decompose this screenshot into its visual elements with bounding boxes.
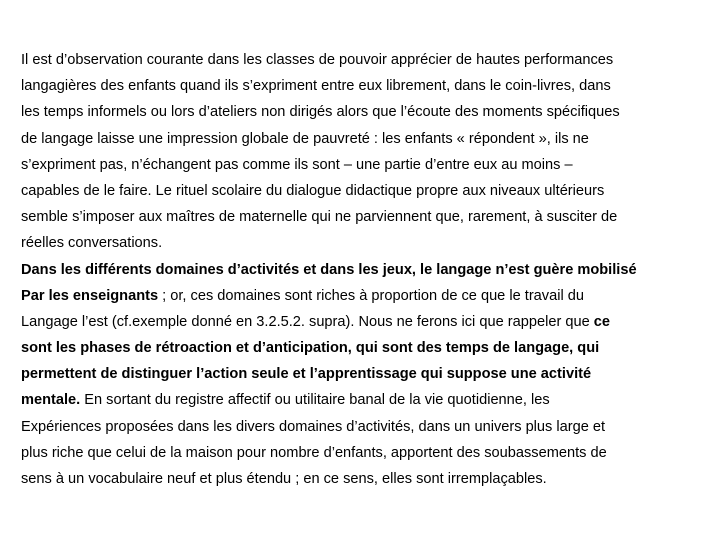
text-segment: langagières des enfants quand ils s’expriment entre eux librement, dans le coin-livres, dans xyxy=(21,78,611,95)
bold-text-segment: ce xyxy=(593,313,610,330)
text-line xyxy=(21,47,707,73)
text-segment: Il est d’observation courante dans les classes de pouvoir apprécier de hautes performances xyxy=(21,52,614,68)
text-segment: de langage laisse une impression globale de pauvreté : les enfants « répondent », ils ne xyxy=(21,130,589,147)
bold-text-segment: permettent de distinguer l’action seule et l’apprentissage qui suppose une activité xyxy=(21,366,592,383)
bold-text-segment: sont les phases de rétroaction et d’anticipation, qui sont des temps de langage, qui xyxy=(21,340,600,357)
text-segment: s’expriment pas, n’échangent pas comme ils sont – une partie d’entre eux au moins – xyxy=(21,156,573,173)
text-line xyxy=(21,361,707,387)
text-segment: plus riche que celui de la maison pour nombre d’enfants, apportent des soubassements de xyxy=(21,444,607,461)
text-segment: Langage l’est (cf.exemple donné en 3.2.5.2. supra). Nous ne ferons ici que rappeler que xyxy=(21,313,594,330)
text-line xyxy=(21,466,707,492)
text-line xyxy=(21,73,707,99)
text-line xyxy=(21,178,707,204)
text-segment: capables de le faire. Le rituel scolaire du dialogue didactique propre aux niveaux ultérieurs xyxy=(21,182,605,199)
text-line xyxy=(21,152,707,178)
body-text xyxy=(21,47,707,492)
text-segment: sens à un vocabulaire neuf et plus étendu ; en ce sens, elles sont irremplaçables. xyxy=(21,471,547,487)
bold-text-segment: Dans les différents domaines d’activités et dans les jeux, le langage n’est guère mobilisé xyxy=(21,261,637,278)
text-segment: les temps informels ou lors d’ateliers non dirigés alors que l’écoute des moments spécifiques xyxy=(21,104,620,121)
bold-text-segment: Par les enseignants xyxy=(21,287,159,304)
text-line xyxy=(21,257,707,283)
text-segment: ; or, ces domaines sont riches à proportion de ce que le travail du xyxy=(158,287,584,304)
text-line xyxy=(21,387,707,413)
text-line xyxy=(21,440,707,466)
text-segment: Expériences proposées dans les divers domaines d’activités, dans un univers plus large et xyxy=(21,418,606,435)
text-line xyxy=(21,204,707,230)
text-segment: réelles conversations. xyxy=(21,235,163,252)
text-segment: En sortant du registre affectif ou utilitaire banal de la vie quotidienne, les xyxy=(80,392,550,409)
text-line xyxy=(21,230,707,256)
bold-text-segment: mentale. xyxy=(21,392,81,409)
text-line xyxy=(21,414,707,440)
text-line xyxy=(21,99,707,125)
text-line xyxy=(21,309,707,335)
text-line xyxy=(21,126,707,152)
text-line xyxy=(21,283,707,309)
text-segment: semble s’imposer aux maîtres de maternelle qui ne parviennent que, rarement, à susciter de xyxy=(21,209,618,226)
text-line xyxy=(21,335,707,361)
